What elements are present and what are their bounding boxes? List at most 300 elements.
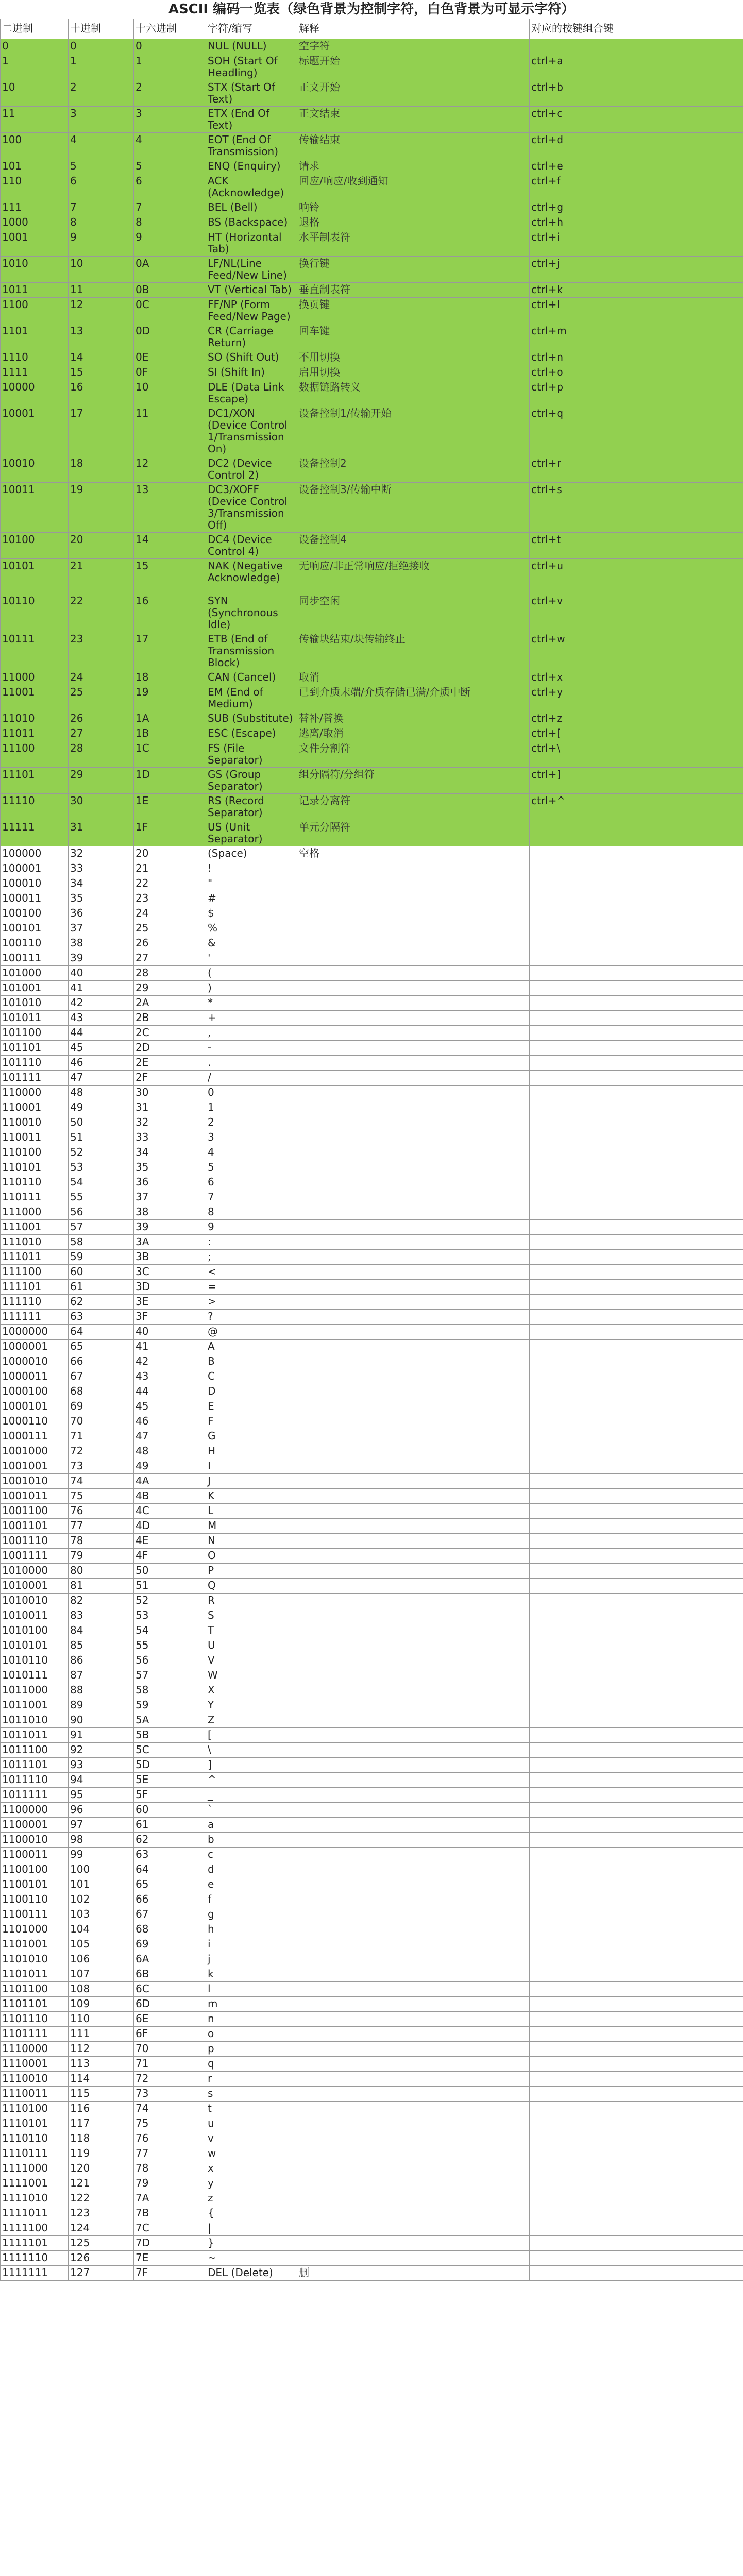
table-row (1, 1594, 743, 1608)
decimal-cell: 88 (69, 1683, 134, 1698)
char-cell: j (206, 1952, 297, 1967)
table-row (1, 2087, 743, 2102)
table-row (1, 1130, 743, 1145)
binary-cell: 1111100 (1, 2221, 69, 2236)
table-row (1, 159, 743, 174)
decimal-cell: 76 (69, 1504, 134, 1519)
header-decimal: 十进制 (69, 19, 134, 39)
binary-cell: 1111101 (1, 2236, 69, 2251)
char-cell: Y (206, 1698, 297, 1713)
table-row (1, 1997, 743, 2012)
hex-cell: 5C (134, 1743, 206, 1758)
description-cell (297, 1265, 530, 1280)
decimal-cell: 104 (69, 1922, 134, 1937)
table-row (1, 1190, 743, 1205)
table-row (1, 1877, 743, 1892)
table-row (1, 2042, 743, 2057)
decimal-cell: 63 (69, 1310, 134, 1325)
hex-cell: 66 (134, 1892, 206, 1907)
char-cell: CR (Carriage Return) (206, 324, 297, 350)
binary-cell: 100000 (1, 846, 69, 861)
binary-cell: 10100 (1, 533, 69, 559)
hex-cell: 6D (134, 1997, 206, 2012)
shortcut-cell: ctrl+c (530, 107, 743, 133)
binary-cell: 100001 (1, 861, 69, 876)
char-cell: M (206, 1519, 297, 1534)
description-cell (297, 1474, 530, 1489)
char-cell: 3 (206, 1130, 297, 1145)
char-cell: w (206, 2146, 297, 2161)
shortcut-cell (530, 1937, 743, 1952)
shortcut-cell (530, 1579, 743, 1594)
description-cell: 逃离/取消 (297, 726, 530, 741)
description-cell (297, 1175, 530, 1190)
binary-cell: 1000100 (1, 1384, 69, 1399)
binary-cell: 110 (1, 174, 69, 200)
decimal-cell: 53 (69, 1160, 134, 1175)
char-cell: * (206, 996, 297, 1011)
binary-cell: 101011 (1, 1011, 69, 1026)
hex-cell: 14 (134, 533, 206, 559)
hex-cell: 54 (134, 1623, 206, 1638)
binary-cell: 11100 (1, 741, 69, 768)
hex-cell: 3 (134, 107, 206, 133)
decimal-cell: 124 (69, 2221, 134, 2236)
shortcut-cell (530, 996, 743, 1011)
char-cell: n (206, 2012, 297, 2027)
decimal-cell: 24 (69, 670, 134, 685)
decimal-cell: 11 (69, 283, 134, 298)
description-cell (297, 1922, 530, 1937)
table-row (1, 2102, 743, 2116)
header-hex: 十六进制 (134, 19, 206, 39)
char-cell: RS (Record Separator) (206, 794, 297, 820)
hex-cell: 24 (134, 906, 206, 921)
description-cell (297, 996, 530, 1011)
hex-cell: 61 (134, 1818, 206, 1833)
shortcut-cell (530, 1130, 743, 1145)
decimal-cell: 14 (69, 350, 134, 365)
description-cell (297, 1384, 530, 1399)
char-cell: T (206, 1623, 297, 1638)
hex-cell: 5B (134, 1728, 206, 1743)
hex-cell: 2A (134, 996, 206, 1011)
table-row (1, 1534, 743, 1549)
shortcut-cell (530, 1399, 743, 1414)
decimal-cell: 56 (69, 1205, 134, 1220)
decimal-cell: 67 (69, 1369, 134, 1384)
table-row (1, 365, 743, 380)
table-row (1, 1011, 743, 1026)
shortcut-cell (530, 1534, 743, 1549)
shortcut-cell (530, 1713, 743, 1728)
binary-cell: 100100 (1, 906, 69, 921)
shortcut-cell: ctrl+\ (530, 741, 743, 768)
hex-cell: 7F (134, 2266, 206, 2281)
binary-cell: 1100 (1, 298, 69, 324)
shortcut-cell (530, 1952, 743, 1967)
hex-cell: 2E (134, 1056, 206, 1071)
binary-cell: 1010001 (1, 1579, 69, 1594)
binary-cell: 1010111 (1, 1668, 69, 1683)
shortcut-cell (530, 1145, 743, 1160)
description-cell: 删 (297, 2266, 530, 2281)
decimal-cell: 28 (69, 741, 134, 768)
table-row (1, 2057, 743, 2072)
binary-cell: 1010010 (1, 1594, 69, 1608)
decimal-cell: 120 (69, 2161, 134, 2176)
binary-cell: 111101 (1, 1280, 69, 1295)
table-row (1, 846, 743, 861)
table-row (1, 981, 743, 996)
char-cell: V (206, 1653, 297, 1668)
binary-cell: 1101100 (1, 1982, 69, 1997)
char-cell: ENQ (Enquiry) (206, 159, 297, 174)
table-row (1, 230, 743, 257)
table-row (1, 1773, 743, 1788)
hex-cell: 0F (134, 365, 206, 380)
shortcut-cell (530, 820, 743, 846)
decimal-cell: 12 (69, 298, 134, 324)
decimal-cell: 40 (69, 966, 134, 981)
shortcut-cell (530, 1922, 743, 1937)
char-cell: HT (Horizontal Tab) (206, 230, 297, 257)
char-cell: e (206, 1877, 297, 1892)
decimal-cell: 105 (69, 1937, 134, 1952)
decimal-cell: 110 (69, 2012, 134, 2027)
decimal-cell: 123 (69, 2206, 134, 2221)
hex-cell: 59 (134, 1698, 206, 1713)
decimal-cell: 7 (69, 200, 134, 215)
char-cell: | (206, 2221, 297, 2236)
decimal-cell: 68 (69, 1384, 134, 1399)
table-row (1, 1758, 743, 1773)
binary-cell: 1100110 (1, 1892, 69, 1907)
binary-cell: 100011 (1, 891, 69, 906)
char-cell: ' (206, 951, 297, 966)
decimal-cell: 42 (69, 996, 134, 1011)
description-cell (297, 1579, 530, 1594)
char-cell: L (206, 1504, 297, 1519)
decimal-cell: 127 (69, 2266, 134, 2281)
char-cell: q (206, 2057, 297, 2072)
decimal-cell: 59 (69, 1250, 134, 1265)
hex-cell: 6A (134, 1952, 206, 1967)
binary-cell: 1001101 (1, 1519, 69, 1534)
description-cell: 单元分隔符 (297, 820, 530, 846)
description-cell: 启用切换 (297, 365, 530, 380)
shortcut-cell (530, 846, 743, 861)
char-cell: . (206, 1056, 297, 1071)
decimal-cell: 77 (69, 1519, 134, 1534)
char-cell: NUL (NULL) (206, 39, 297, 54)
table-row (1, 1803, 743, 1818)
description-cell (297, 1011, 530, 1026)
hex-cell: 7C (134, 2221, 206, 2236)
char-cell: - (206, 1041, 297, 1056)
decimal-cell: 16 (69, 380, 134, 406)
decimal-cell: 57 (69, 1220, 134, 1235)
description-cell: 垂直制表符 (297, 283, 530, 298)
char-cell: DLE (Data Link Escape) (206, 380, 297, 406)
decimal-cell: 43 (69, 1011, 134, 1026)
description-cell (297, 861, 530, 876)
ascii-table (0, 19, 743, 2281)
char-cell: [ (206, 1728, 297, 1743)
binary-cell: 0 (1, 39, 69, 54)
shortcut-cell: ctrl+b (530, 80, 743, 107)
description-cell (297, 1653, 530, 1668)
char-cell: DC2 (Device Control 2) (206, 456, 297, 483)
hex-cell: 0A (134, 257, 206, 283)
decimal-cell: 111 (69, 2027, 134, 2042)
description-cell: 换行键 (297, 257, 530, 283)
binary-cell: 1101010 (1, 1952, 69, 1967)
char-cell: a (206, 1818, 297, 1833)
description-cell: 文件分割符 (297, 741, 530, 768)
hex-cell: 28 (134, 966, 206, 981)
table-row (1, 1549, 743, 1564)
shortcut-cell (530, 1175, 743, 1190)
shortcut-cell: ctrl+[ (530, 726, 743, 741)
binary-cell: 10011 (1, 483, 69, 533)
shortcut-cell: ctrl+m (530, 324, 743, 350)
char-cell: v (206, 2131, 297, 2146)
description-cell: 设备控制1/传输开始 (297, 406, 530, 456)
description-cell (297, 1504, 530, 1519)
decimal-cell: 69 (69, 1399, 134, 1414)
decimal-cell: 82 (69, 1594, 134, 1608)
char-cell: \ (206, 1743, 297, 1758)
decimal-cell: 93 (69, 1758, 134, 1773)
header-binary: 二进制 (1, 19, 69, 39)
hex-cell: 47 (134, 1429, 206, 1444)
shortcut-cell (530, 2072, 743, 2087)
binary-cell: 101000 (1, 966, 69, 981)
table-row (1, 1728, 743, 1743)
char-cell: ` (206, 1803, 297, 1818)
description-cell (297, 1026, 530, 1041)
shortcut-cell (530, 1862, 743, 1877)
char-cell: E (206, 1399, 297, 1414)
char-cell: h (206, 1922, 297, 1937)
decimal-cell: 30 (69, 794, 134, 820)
char-cell: x (206, 2161, 297, 2176)
shortcut-cell (530, 1594, 743, 1608)
shortcut-cell (530, 1773, 743, 1788)
decimal-cell: 81 (69, 1579, 134, 1594)
hex-cell: 58 (134, 1683, 206, 1698)
description-cell (297, 2116, 530, 2131)
table-row (1, 483, 743, 533)
description-cell (297, 2221, 530, 2236)
table-row (1, 2206, 743, 2221)
binary-cell: 1011101 (1, 1758, 69, 1773)
hex-cell: 5 (134, 159, 206, 174)
decimal-cell: 6 (69, 174, 134, 200)
table-row (1, 1623, 743, 1638)
shortcut-cell: ctrl+f (530, 174, 743, 200)
shortcut-cell (530, 39, 743, 54)
table-row (1, 1100, 743, 1115)
shortcut-cell (530, 1982, 743, 1997)
binary-cell: 11011 (1, 726, 69, 741)
binary-cell: 1111111 (1, 2266, 69, 2281)
shortcut-cell (530, 2102, 743, 2116)
char-cell: 6 (206, 1175, 297, 1190)
decimal-cell: 109 (69, 1997, 134, 2012)
table-row (1, 1429, 743, 1444)
binary-cell: 1000000 (1, 1325, 69, 1340)
shortcut-cell (530, 1967, 743, 1982)
description-cell (297, 1340, 530, 1354)
table-row (1, 1608, 743, 1623)
shortcut-cell (530, 1100, 743, 1115)
hex-cell: 13 (134, 483, 206, 533)
description-cell (297, 1862, 530, 1877)
hex-cell: 44 (134, 1384, 206, 1399)
char-cell: DC1/XON (Device Control 1/Transmission On) (206, 406, 297, 456)
binary-cell: 101101 (1, 1041, 69, 1056)
char-cell: i (206, 1937, 297, 1952)
table-row (1, 80, 743, 107)
decimal-cell: 22 (69, 594, 134, 632)
description-cell: 退格 (297, 215, 530, 230)
description-cell (297, 1952, 530, 1967)
decimal-cell: 49 (69, 1100, 134, 1115)
binary-cell: 11101 (1, 768, 69, 794)
shortcut-cell (530, 1265, 743, 1280)
char-cell: ? (206, 1310, 297, 1325)
binary-cell: 1 (1, 54, 69, 80)
decimal-cell: 118 (69, 2131, 134, 2146)
binary-cell: 101 (1, 159, 69, 174)
table-row (1, 1280, 743, 1295)
hex-cell: 7 (134, 200, 206, 215)
table-row (1, 2027, 743, 2042)
hex-cell: 11 (134, 406, 206, 456)
shortcut-cell (530, 1683, 743, 1698)
description-cell (297, 1534, 530, 1549)
description-cell (297, 1489, 530, 1504)
char-cell: z (206, 2191, 297, 2206)
binary-cell: 1111000 (1, 2161, 69, 2176)
hex-cell: 4 (134, 133, 206, 159)
decimal-cell: 37 (69, 921, 134, 936)
binary-cell: 1011110 (1, 1773, 69, 1788)
binary-cell: 1110111 (1, 2146, 69, 2161)
table-row (1, 1145, 743, 1160)
shortcut-cell: ctrl+s (530, 483, 743, 533)
table-row (1, 1325, 743, 1340)
decimal-cell: 2 (69, 80, 134, 107)
description-cell (297, 1638, 530, 1653)
description-cell (297, 2057, 530, 2072)
decimal-cell: 5 (69, 159, 134, 174)
table-row (1, 107, 743, 133)
shortcut-cell (530, 1325, 743, 1340)
binary-cell: 11111 (1, 820, 69, 846)
char-cell: F (206, 1414, 297, 1429)
table-row (1, 966, 743, 981)
hex-cell: 39 (134, 1220, 206, 1235)
binary-cell: 11010 (1, 711, 69, 726)
table-row (1, 996, 743, 1011)
table-row (1, 1115, 743, 1130)
binary-cell: 110000 (1, 1086, 69, 1100)
binary-cell: 1010101 (1, 1638, 69, 1653)
shortcut-cell: ctrl+v (530, 594, 743, 632)
decimal-cell: 66 (69, 1354, 134, 1369)
binary-cell: 10000 (1, 380, 69, 406)
char-cell: d (206, 1862, 297, 1877)
decimal-cell: 92 (69, 1743, 134, 1758)
char-cell: SO (Shift Out) (206, 350, 297, 365)
table-row (1, 685, 743, 711)
description-cell (297, 1848, 530, 1862)
binary-cell: 11000 (1, 670, 69, 685)
binary-cell: 1100111 (1, 1907, 69, 1922)
hex-cell: 65 (134, 1877, 206, 1892)
char-cell: X (206, 1683, 297, 1698)
binary-cell: 10110 (1, 594, 69, 632)
binary-cell: 1010 (1, 257, 69, 283)
table-row (1, 2221, 743, 2236)
table-row (1, 1848, 743, 1862)
decimal-cell: 3 (69, 107, 134, 133)
shortcut-cell: ctrl+r (530, 456, 743, 483)
table-row (1, 891, 743, 906)
description-cell (297, 1086, 530, 1100)
description-cell (297, 1608, 530, 1623)
shortcut-cell (530, 1220, 743, 1235)
hex-cell: 22 (134, 876, 206, 891)
char-cell: c (206, 1848, 297, 1862)
table-row (1, 876, 743, 891)
char-cell: SUB (Substitute) (206, 711, 297, 726)
hex-cell: 18 (134, 670, 206, 685)
char-cell: ETB (End of Transmission Block) (206, 632, 297, 670)
hex-cell: 56 (134, 1653, 206, 1668)
description-cell (297, 1698, 530, 1713)
char-cell: SI (Shift In) (206, 365, 297, 380)
shortcut-cell (530, 1115, 743, 1130)
char-cell: & (206, 936, 297, 951)
decimal-cell: 108 (69, 1982, 134, 1997)
hex-cell: 15 (134, 559, 206, 594)
char-cell: DC3/XOFF (Device Control 3/Transmission Off) (206, 483, 297, 533)
description-cell: 换页键 (297, 298, 530, 324)
shortcut-cell (530, 1818, 743, 1833)
binary-cell: 1011111 (1, 1788, 69, 1803)
decimal-cell: 9 (69, 230, 134, 257)
description-cell (297, 1130, 530, 1145)
description-cell (297, 1444, 530, 1459)
hex-cell: 50 (134, 1564, 206, 1579)
decimal-cell: 50 (69, 1115, 134, 1130)
table-row (1, 1414, 743, 1429)
binary-cell: 1000101 (1, 1399, 69, 1414)
hex-cell: 71 (134, 2057, 206, 2072)
shortcut-cell (530, 1310, 743, 1325)
shortcut-cell (530, 921, 743, 936)
binary-cell: 1010110 (1, 1653, 69, 1668)
binary-cell: 10010 (1, 456, 69, 483)
decimal-cell: 21 (69, 559, 134, 594)
shortcut-cell: ctrl+h (530, 215, 743, 230)
header-description: 解释 (297, 19, 530, 39)
table-row (1, 1026, 743, 1041)
